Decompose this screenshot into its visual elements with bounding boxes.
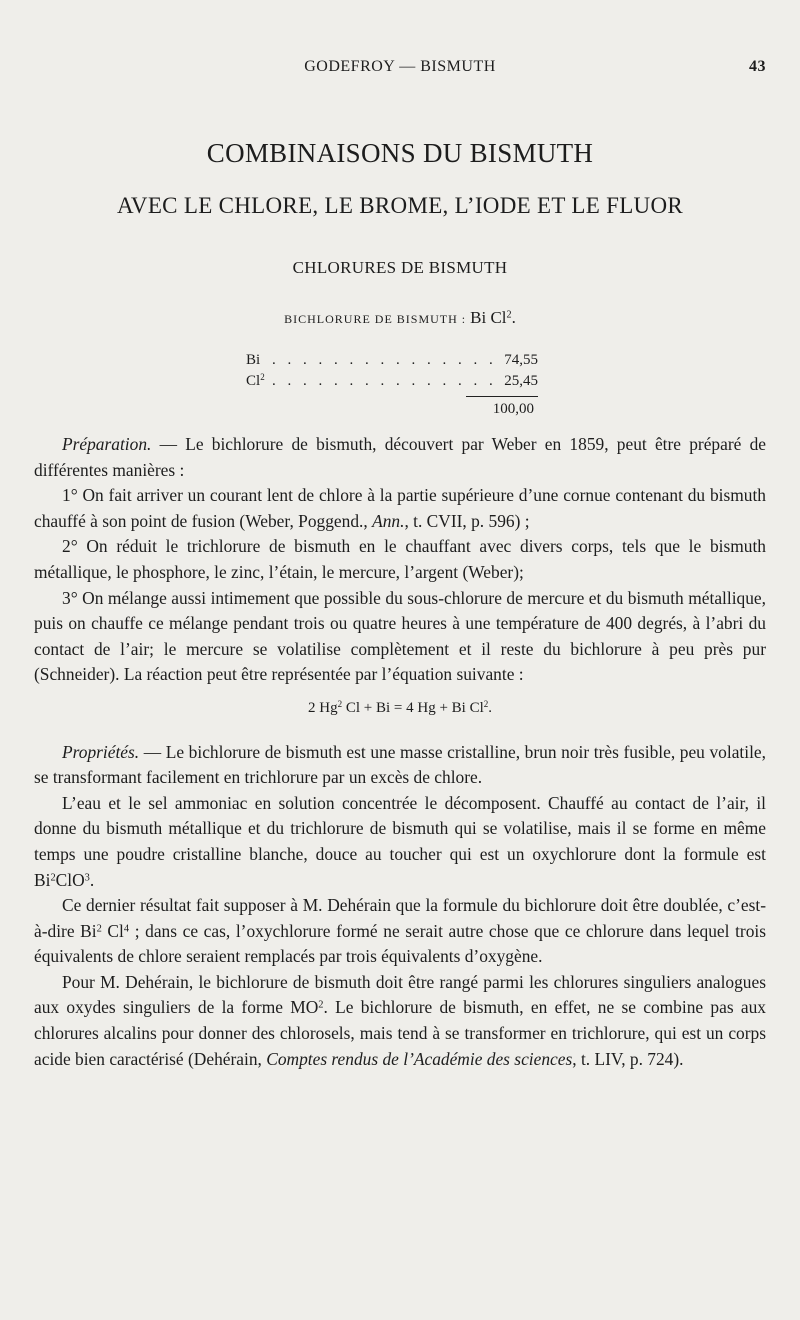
paragraph-preparation: Préparation. — Le bichlorure de bismuth, découvert par Weber en 1859, peut être préparé de différentes manières : [34,434,766,480]
paragraph-title: Propriétés. [62,741,140,762]
leader-dots: . . . . . . . . . . . . . . . [272,352,497,368]
paragraph-title: Préparation. [62,434,152,454]
paragraph-method-1: 1° On fait arriver un courant lent de chlore à la partie supérieure d’une cornue contenant du bismuth chauffé à son point de fusion (Weber, Poggend., Ann., t. CVII, p. 596) ; [34,485,766,531]
composition-value: 74,55 [504,352,538,368]
paragraph-properties: Propriétés. — Le bichlorure de bismuth est une masse cristalline, brun noir très fusible, peu volatile, se transformant facilement en trichlorure par un excès de chlore. [34,741,766,788]
compound-heading-end: . [511,308,516,327]
composition-row-bi [246,352,538,372]
leader-dots: . . . . . . . . . . . . . . . [272,373,497,389]
sub-title: AVEC LE CHLORE, LE BROME, L’IODE ET LE FLUOR [116,193,684,218]
compound-label: BICHLORURE DE BISMUTH : [284,312,471,326]
body-text [34,432,766,1072]
paragraph-method-2: 2° On réduit le trichlorure de bismuth en le chauffant avec divers corps, tels que le bismuth métallique, le phosphore, le zinc, l’étain, le mercure, l’argent (Weber); [34,536,766,582]
running-title: GODEFROY — BISMUTH [304,58,496,75]
composition-element: Cl$^2$ [246,372,265,389]
reaction-equation: 2 Hg$^2$ Cl + Bi = 4 Hg + Bi Cl$^2$. [308,699,492,716]
page-number: 43 [749,58,766,75]
running-header [34,58,766,82]
paragraph-method-3: 3° On mélange aussi intimement que possible du sous-chlorure de mercure et du bismuth métallique, puis on chauffe ce mélange pendant trois ou quatre heures à une température de 400 degrés, à l’abri du contact de l’air; le mercure se volatilise complètement et il reste du bichlorure à peu près pur (Schneider). La réaction peut être représentée par l’équation suivante : [34,587,766,685]
paragraph-decomposition: L’eau et le sel ammoniac en solution concentrée le décomposent. Chauffé au contact de l’air, il donne du bismuth métallique et du trichlorure de bismuth qui se volatilise, mais il se forme en même temps une poudre cristalline blanche, douce au toucher qui est un oxychlorure dont la formule est Bi$^2$ClO$^3$. [34,792,766,890]
section-title: CHLORURES DE BISMUTH [292,258,508,277]
compound-formula-sup: 2 [506,309,512,321]
compound-heading [0,308,800,328]
composition-value: 25,45 [504,373,538,389]
paragraph-singular-chlorides: Pour M. Dehérain, le bichlorure de bismuth doit être rangé parmi les chlorures singuliers analogues aux oxydes singuliers de la forme $MO^2$. Le bichlorure de bismuth, en effet, ne se combine pas aux chlorures alcalins pour donner des chlorosels, mais tend à se transformer en trichlorure, qui est un corps acide bien caractérisé (Dehérain, Comptes rendus de l’Académie des sciences, t. LIV, p. 724). [34,971,766,1069]
composition-total: 100,00 [492,401,534,417]
composition-element: Bi [246,352,261,368]
paragraph-deherain-formula: Ce dernier résultat fait supposer à M. Dehérain que la formule du bichlorure doit être doublée, c’est-à-dire Bi$^2$ Cl$^4$ ; dans ce cas, l’oxychlorure formé ne serait autre chose que ce chlorure dans lequel trois équivalents de chlore seraient remplacés par trois équivalents d’oxygène. [34,895,766,967]
total-rule [466,396,538,397]
composition-row-cl [246,373,538,393]
compound-formula: Bi Cl [470,308,507,327]
main-title: COMBINAISONS DU BISMUTH [206,138,594,168]
